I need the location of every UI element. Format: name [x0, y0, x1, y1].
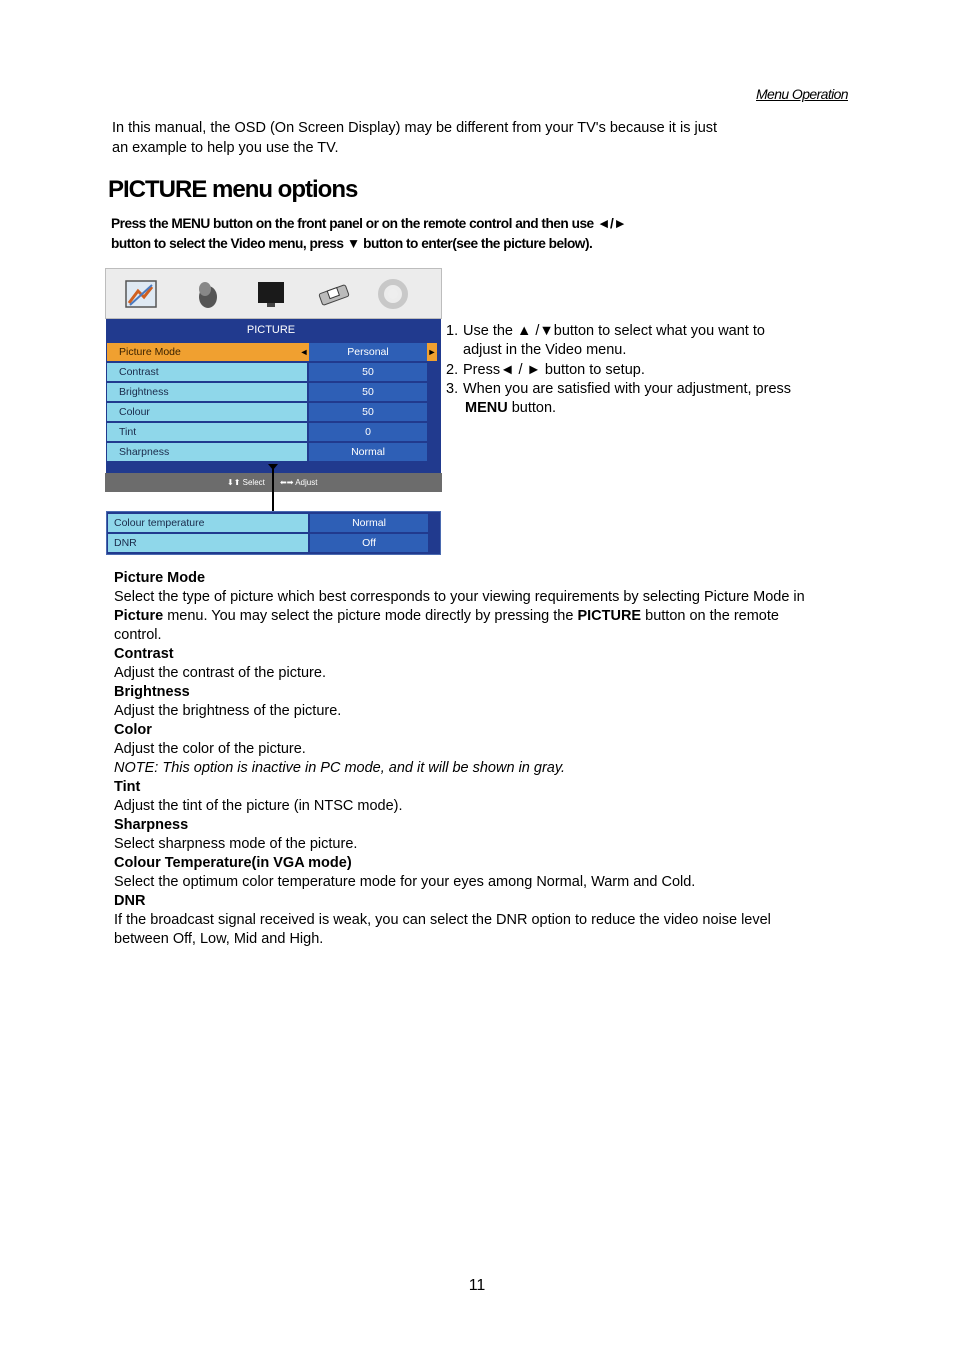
step-item	[446, 380, 846, 419]
arrow-left-icon: ◄	[299, 343, 309, 361]
steps-list	[446, 322, 846, 418]
osd-row-label: Colour temperature	[108, 514, 308, 532]
section-heading: Contrast	[114, 646, 174, 662]
osd-row-value: Personal	[309, 343, 427, 361]
section-heading: Colour Temperature(in VGA mode)	[114, 855, 352, 871]
step-number: 2.	[446, 361, 459, 378]
section-text: Select sharpness mode of the picture.	[114, 836, 358, 852]
page-number: 11	[468, 1277, 486, 1294]
osd-hint-adjust: ⬅➡ Adjust	[280, 478, 318, 487]
picture-icon	[124, 277, 158, 311]
arrow-right-icon: ►	[427, 343, 437, 361]
osd-connector-line	[272, 464, 274, 511]
screen-icon	[254, 277, 288, 311]
osd-row-sharpness[interactable]	[107, 443, 440, 461]
step-text	[463, 399, 846, 418]
section-text: Adjust the color of the picture.	[114, 741, 306, 757]
osd-row-colour-temperature[interactable]	[108, 514, 441, 532]
step-keyword: MENU	[465, 400, 508, 417]
section-header: Menu Operation	[756, 86, 848, 102]
osd-row-brightness[interactable]	[107, 383, 440, 401]
section-text: control.	[114, 627, 162, 643]
channel-icon	[317, 277, 351, 311]
osd-row-value: Normal	[309, 443, 427, 461]
page-title: PICTURE menu options	[108, 176, 358, 203]
osd-connector-arrow-icon	[268, 464, 278, 470]
instruction-text	[111, 214, 751, 254]
osd-row-tint[interactable]	[107, 423, 440, 441]
osd-row-value: 50	[309, 403, 427, 421]
section-text	[114, 607, 884, 626]
osd-row-label: DNR	[108, 534, 308, 552]
osd-row-label: Contrast	[107, 363, 307, 381]
osd-hint-select: ⬇⬆ Select	[227, 478, 265, 487]
osd-row-label: Colour	[107, 403, 307, 421]
section-text: Adjust the brightness of the picture.	[114, 703, 342, 719]
intro-line: an example to help you use the TV.	[112, 139, 339, 156]
osd-row-dnr[interactable]	[108, 534, 441, 552]
step-number: 1.	[446, 323, 459, 339]
section-note: NOTE: This option is inactive in PC mode, and it will be shown in gray.	[114, 760, 566, 776]
section-heading: Tint	[114, 779, 141, 795]
osd-row-contrast[interactable]	[107, 363, 440, 381]
osd-row-label: Tint	[107, 423, 307, 441]
step-item	[446, 322, 846, 361]
option-descriptions	[114, 569, 884, 949]
osd-row-picture-mode[interactable]	[107, 343, 440, 361]
intro-line: In this manual, the OSD (On Screen Display) may be different from your TV's because it is just	[112, 120, 718, 136]
section-text: Select the type of picture which best corresponds to your viewing requirements by selecting Picture Mode in	[114, 589, 805, 605]
section-text: Adjust the contrast of the picture.	[114, 665, 326, 681]
sound-icon	[191, 277, 225, 311]
osd-row-value: 50	[309, 383, 427, 401]
section-heading: Picture Mode	[114, 570, 206, 586]
osd-row-value: 50	[309, 363, 427, 381]
instruction-line: Press the MENU button on the front panel or on the remote control and then use ◄/►	[111, 216, 627, 231]
step-text: When you are satisfied with your adjustment, press	[463, 380, 792, 397]
intro-paragraph	[112, 119, 812, 158]
step-text: adjust in the Video menu.	[463, 342, 627, 359]
step-text: Press◄ / ► button to setup.	[463, 361, 645, 378]
section-heading: Sharpness	[114, 817, 189, 833]
keyword: Picture	[114, 608, 164, 624]
section-heading: Brightness	[114, 684, 190, 700]
section-heading: DNR	[114, 893, 146, 909]
osd-row-label: Brightness	[107, 383, 307, 401]
osd-row-label: Picture Mode	[107, 343, 307, 361]
setup-icon	[376, 277, 410, 311]
osd-panel-title: PICTURE	[246, 324, 296, 336]
step-text: Use the ▲ /▼button to select what you want to	[463, 323, 765, 339]
osd-icon-bar	[105, 268, 442, 319]
section-text: Adjust the tint of the picture (in NTSC mode).	[114, 798, 403, 814]
osd-row-value: 0	[309, 423, 427, 441]
osd-row-value: Normal	[310, 514, 428, 532]
instruction-line: button to select the Video menu, press ▼ button to enter(see the picture below).	[111, 236, 593, 251]
osd-row-label: Sharpness	[107, 443, 307, 461]
section-heading: Color	[114, 722, 152, 738]
section-text: between Off, Low, Mid and High.	[114, 931, 324, 947]
keyword: PICTURE	[577, 608, 642, 624]
text-run: button on the remote	[641, 608, 779, 624]
section-text: If the broadcast signal received is weak, you can select the DNR option to reduce the video noise level	[114, 912, 771, 928]
step-item	[446, 361, 846, 380]
osd-screenshot	[105, 268, 442, 556]
osd-row-colour[interactable]	[107, 403, 440, 421]
osd-lower-panel	[106, 511, 441, 555]
osd-row-value: Off	[310, 534, 428, 552]
text-run: menu. You may select the picture mode directly by pressing the	[163, 608, 578, 624]
step-text-rest: button.	[507, 400, 557, 417]
step-number: 3.	[446, 380, 459, 397]
section-text: Select the optimum color temperature mode for your eyes among Normal, Warm and Cold.	[114, 874, 696, 890]
